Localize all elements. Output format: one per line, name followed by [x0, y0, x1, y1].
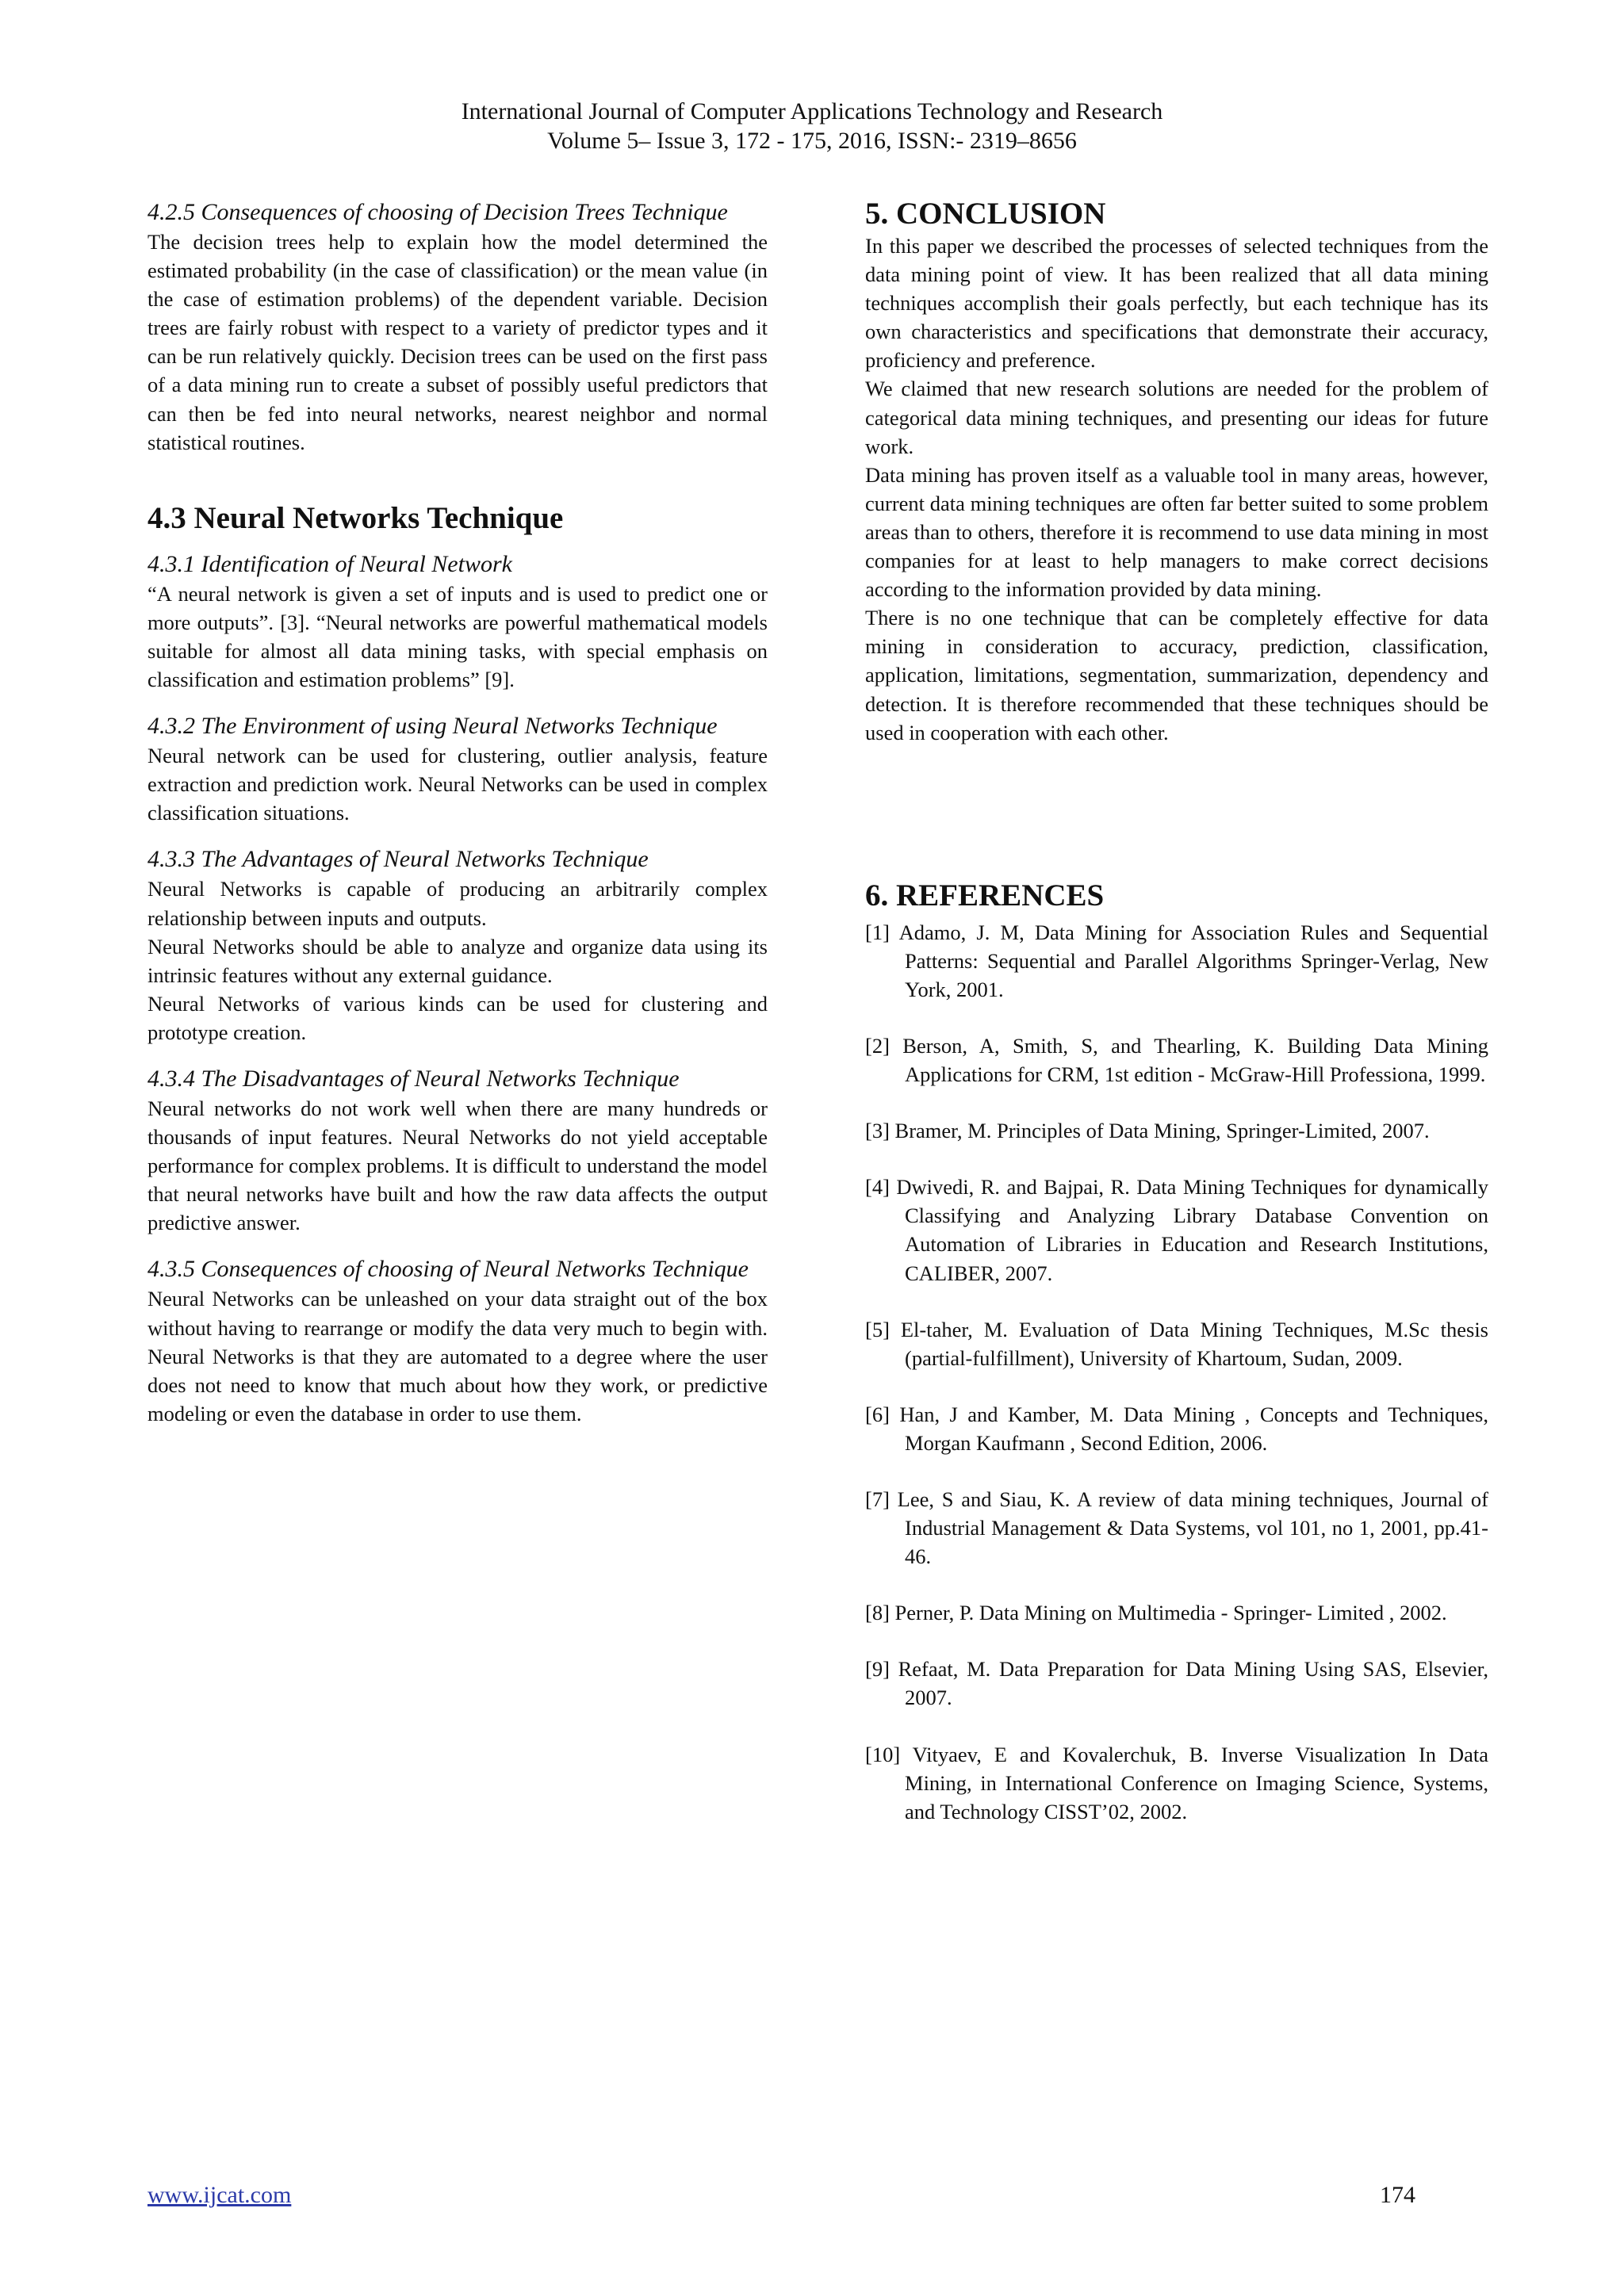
conclusion-paragraph-4: There is no one technique that can be completely effective for data mining in consideration to accuracy, prediction, classification, application, limitations, segmentation, summarization, dependency and detection. It is therefore recommended that these techniques should be used in cooperation with each other.	[865, 606, 1488, 744]
journal-website-link[interactable]: www.ijcat.com	[147, 2182, 292, 2208]
section-4-3-1-body: “A neural network is given a set of inputs and is used to predict one or more outputs”. [3]. “Neural networks are powerful mathematical models suitable for almost all data mining tasks, with special emphasis on classification and estimation problems” [9].	[147, 581, 768, 692]
section-4-3-1-title: 4.3.1 Identification of Neural Network	[147, 550, 512, 577]
section-4-3-4-title: 4.3.4 The Disadvantages of Neural Networks Technique	[147, 1065, 680, 1092]
section-4-3-3-body-2: Neural Networks should be able to analyze and organize data using its intrinsic features without any external guidance.	[147, 934, 768, 987]
reference-item: [1] Adamo, J. M, Data Mining for Association Rules and Sequential Patterns: Sequential and Parallel Algorithms Springer-Verlag, New York, 2001.	[865, 920, 1488, 1001]
reference-item: [3] Bramer, M. Principles of Data Mining, Springer-Limited, 2007.	[865, 1119, 1430, 1143]
section-4-3-3-body-3: Neural Networks of various kinds can be used for clustering and prototype creation.	[147, 991, 768, 1044]
conclusion-paragraph-3: Data mining has proven itself as a valuable tool in many areas, however, current data mining techniques are often far better suited to some problem areas than to others, therefore it is recommend to use data mining in most companies for at least to help managers to make correct decisions according to the information provided by data mining.	[865, 462, 1488, 602]
journal-volume: Volume 5– Issue 3, 172 - 175, 2016, ISSN:- 2319–8656	[547, 128, 1077, 154]
section-4-3-4-body: Neural networks do not work well when there are many hundreds or thousands of input features. Neural Networks do not yield acceptable performance for complex problems. It is difficult to understand the model that neural networks have built and how the raw data affects the output predictive answer.	[147, 1096, 768, 1235]
references-list	[865, 918, 1488, 1826]
references-heading: 6. REFERENCES	[865, 878, 1105, 913]
journal-header	[0, 97, 1624, 155]
section-4-3-5-body: Neural Networks can be unleashed on your data straight out of the box without having to rearrange or modify the data very much to begin with. Neural Networks is that they are automated to a degree where the user does not need to know that much about how they work, or predictive modeling or even the database in order to use them.	[147, 1287, 768, 1425]
conclusion-paragraph-2: We claimed that new research solutions are needed for the problem of categorical data mining techniques, and presenting our ideas for future work.	[865, 377, 1488, 458]
reference-item: [10] Vityaev, E and Kovalerchuk, B. Inverse Visualization In Data Mining, in International Conference on Imaging Science, Systems, and Technology CISST’02, 2002.	[865, 1742, 1488, 1823]
conclusion-heading: 5. CONCLUSION	[865, 197, 1106, 231]
page-number: 174	[1380, 2182, 1415, 2208]
section-4-3-5-title: 4.3.5 Consequences of choosing of Neural Networks Technique	[147, 1256, 749, 1283]
section-4-3-2-title: 4.3.2 The Environment of using Neural Networks Technique	[147, 713, 718, 740]
section-4-3-3-title: 4.3.3 The Advantages of Neural Networks Technique	[147, 846, 649, 873]
journal-title: International Journal of Computer Applications Technology and Research	[461, 98, 1163, 124]
reference-item: [9] Refaat, M. Data Preparation for Data Mining Using SAS, Elsevier, 2007.	[865, 1657, 1488, 1710]
reference-item: [7] Lee, S and Siau, K. A review of data mining techniques, Journal of Industrial Management & Data Systems, vol 101, no 1, 2001, pp.41-46.	[865, 1487, 1488, 1569]
reference-item: [4] Dwivedi, R. and Bajpai, R. Data Mining Techniques for dynamically Classifying and Analyzing Library Database Convention on Automation of Libraries in Education and Research Institutions, CALIBER, 2007.	[865, 1175, 1488, 1285]
section-4-3-3-body-1: Neural Networks is capable of producing an arbitrarily complex relationship between inputs and outputs.	[147, 877, 768, 930]
conclusion-paragraph-1: In this paper we described the processes of selected techniques from the data mining point of view. It has been realized that all data mining techniques accomplish their goals perfectly, but each technique has its own characteristics and specifications that demonstrate their accuracy, proficiency and preference.	[865, 234, 1488, 373]
section-4-2-5-title: 4.2.5 Consequences of choosing of Decision Trees Technique	[147, 199, 728, 225]
right-column	[865, 197, 1488, 1854]
section-4-3-heading: 4.3 Neural Networks Technique	[147, 500, 564, 535]
section-4-2-5-body: The decision trees help to explain how the model determined the estimated probability (in the case of classification) or the mean value (in the case of estimation problems) of the dependent variable. Decision trees are fairly robust with respect to a variety of predictor types and it can be run relatively quickly. Decision trees can be used on the first pass of a data mining run to create a subset of possibly useful predictors that can then be fed into neural networks, nearest neighbor and normal statistical routines.	[147, 230, 768, 454]
reference-item: [8] Perner, P. Data Mining on Multimedia - Springer- Limited , 2002.	[865, 1601, 1447, 1625]
left-column	[147, 197, 768, 1428]
reference-item: [2] Berson, A, Smith, S, and Thearling, K. Building Data Mining Applications for CRM, 1st edition - McGraw-Hill Professiona, 1999.	[865, 1033, 1488, 1087]
section-4-3-2-body: Neural network can be used for clustering, outlier analysis, feature extraction and prediction work. Neural Networks can be used in complex classification situations.	[147, 744, 768, 825]
reference-item: [5] El-taher, M. Evaluation of Data Mining Techniques, M.Sc thesis (partial-fulfillment), University of Khartoum, Sudan, 2009.	[865, 1317, 1488, 1370]
reference-item: [6] Han, J and Kamber, M. Data Mining , Concepts and Techniques, Morgan Kaufmann , Second Edition, 2006.	[865, 1402, 1488, 1455]
